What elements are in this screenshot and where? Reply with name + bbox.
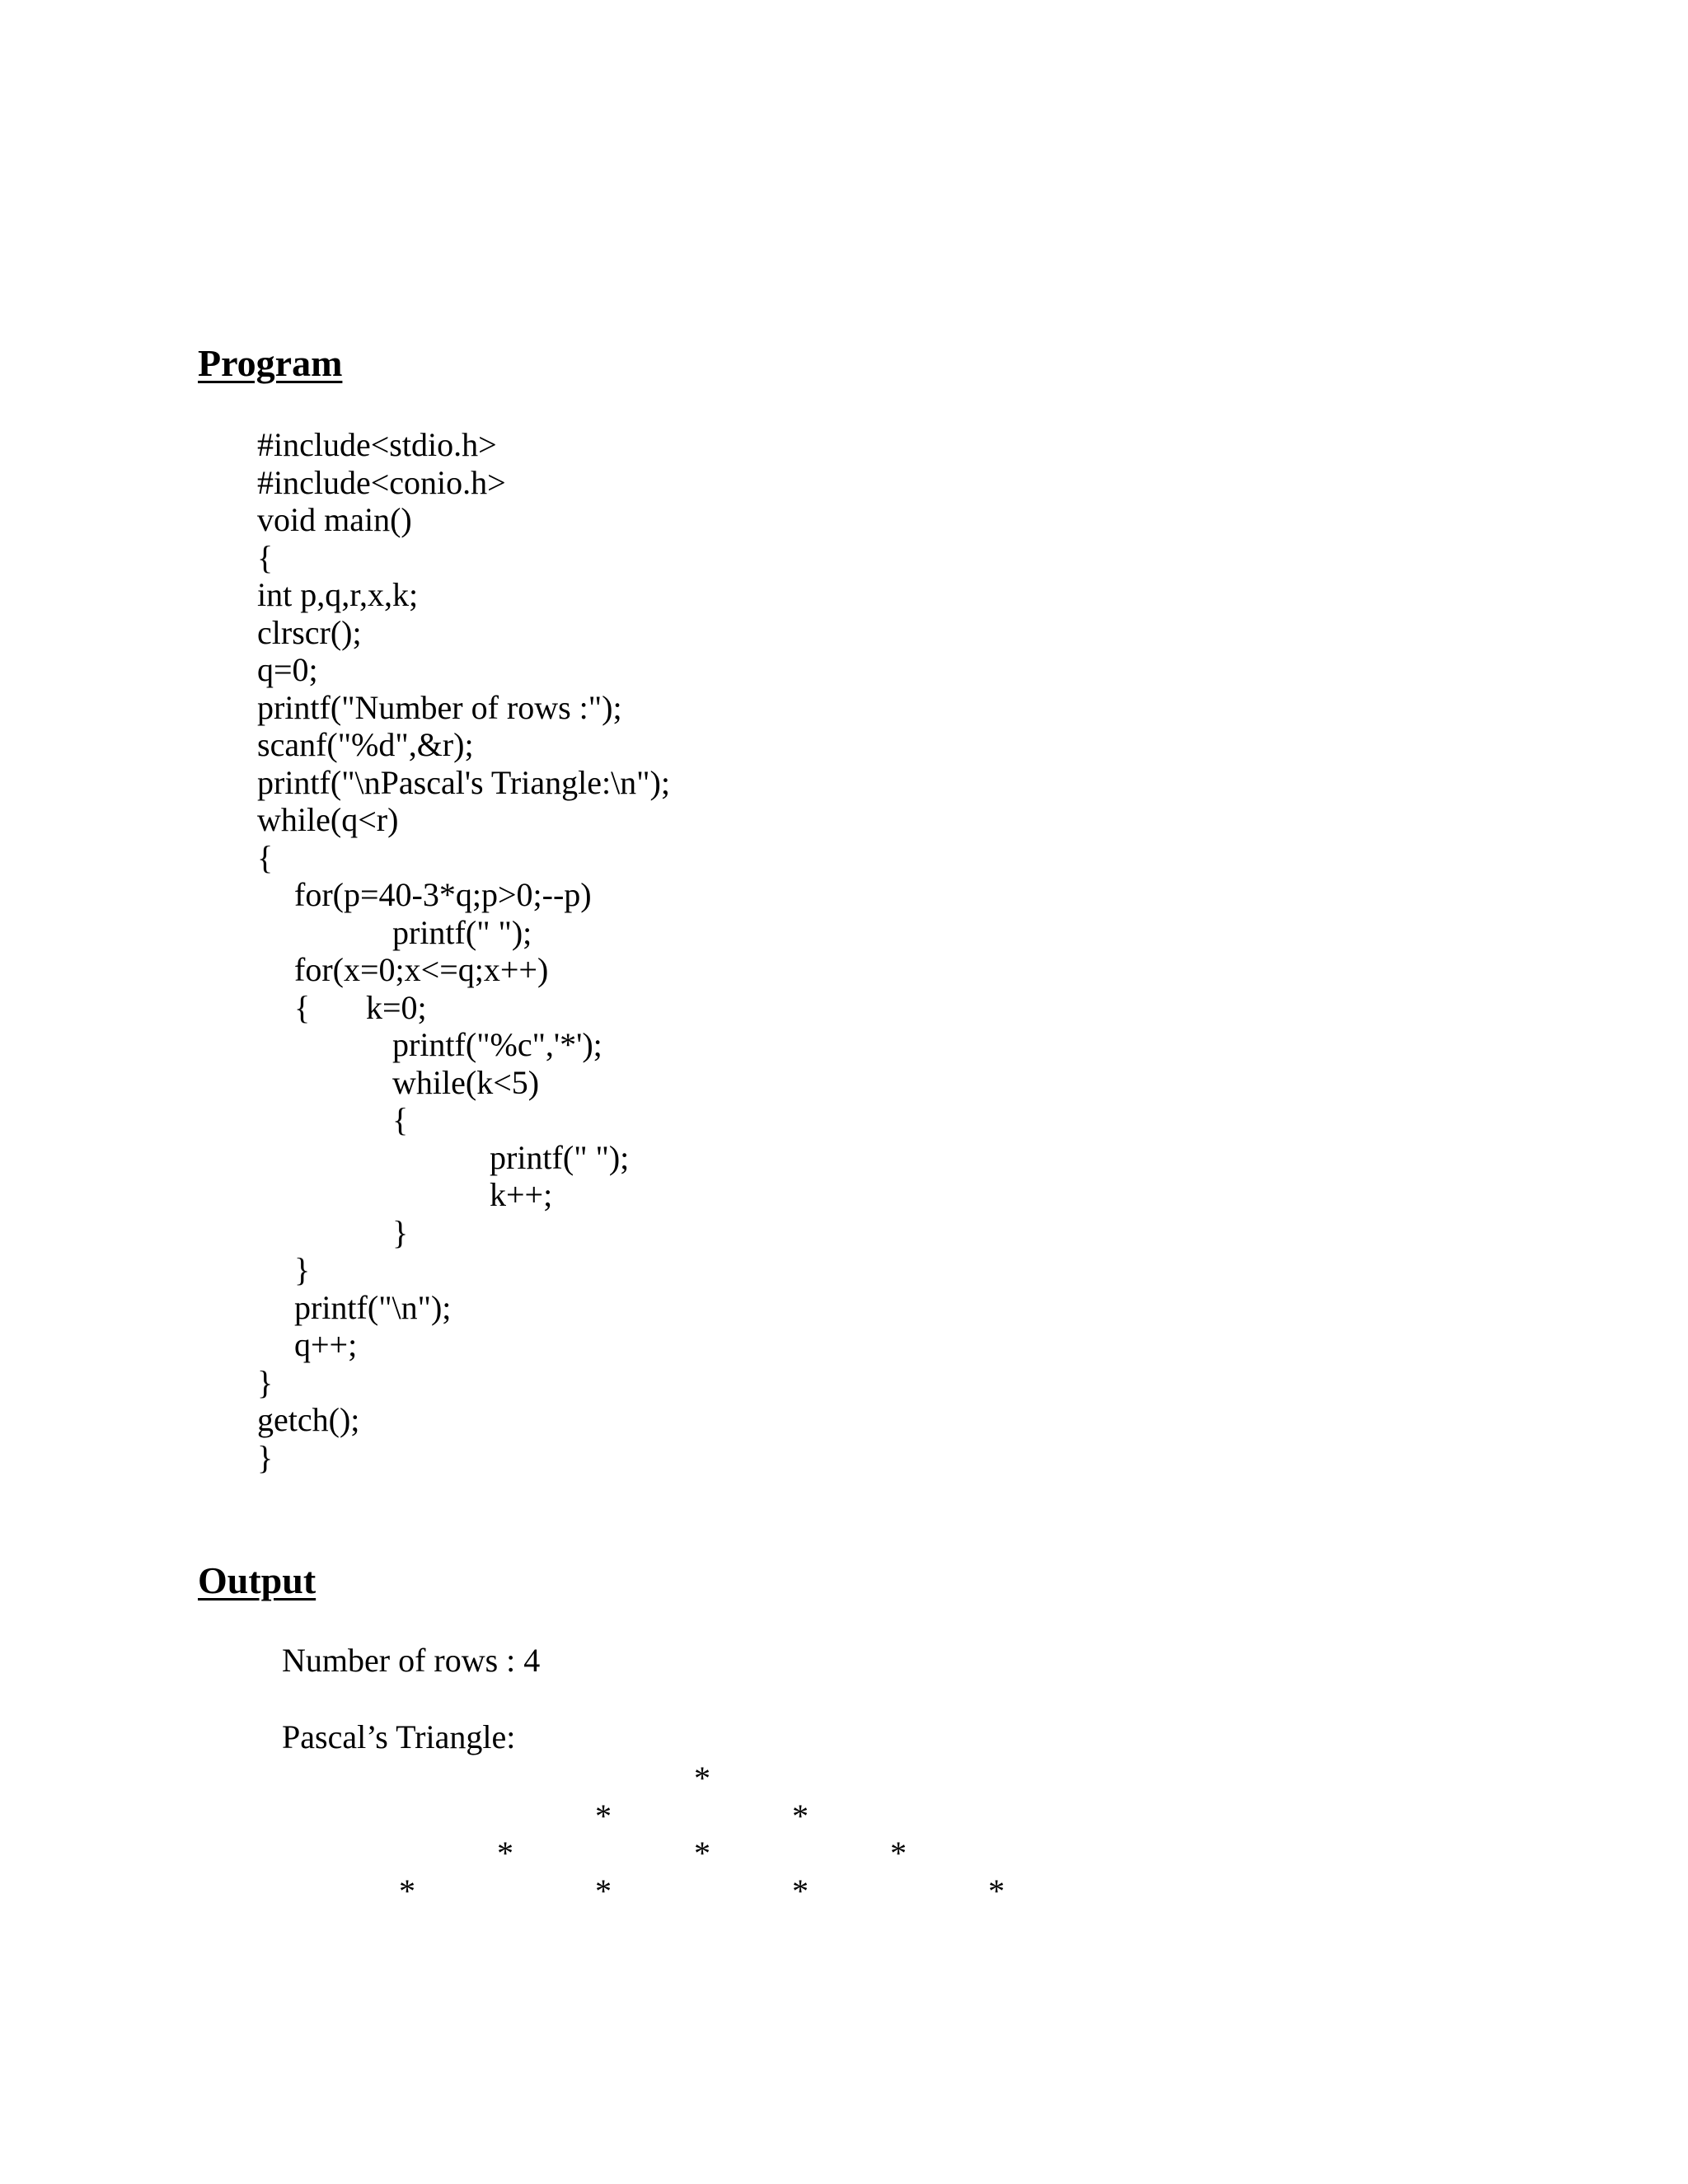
code-line: while(q<r) bbox=[257, 801, 399, 838]
code-line: for(p=40-3*q;p>0;--p) bbox=[294, 876, 592, 913]
code-line: while(k<5) bbox=[392, 1064, 540, 1101]
code-line: printf(" "); bbox=[392, 914, 532, 951]
triangle-star: * bbox=[694, 1760, 710, 1797]
code-line: printf("Number of rows :"); bbox=[257, 689, 622, 726]
code-line: #include<stdio.h> bbox=[257, 426, 497, 463]
code-line: k++; bbox=[490, 1176, 553, 1213]
code-line: printf("%c",'*'); bbox=[392, 1026, 603, 1063]
triangle-star: * bbox=[497, 1835, 513, 1872]
triangle-star: * bbox=[988, 1872, 1005, 1910]
code-line: } bbox=[392, 1214, 409, 1251]
code-line: printf("\nPascal's Triangle:\n"); bbox=[257, 764, 670, 801]
code-line: clrscr(); bbox=[257, 614, 362, 651]
code-line: } bbox=[257, 1439, 274, 1476]
code-line: q=0; bbox=[257, 651, 318, 688]
code-line: { bbox=[392, 1101, 409, 1138]
triangle-star: * bbox=[399, 1872, 415, 1910]
triangle-star: * bbox=[890, 1835, 907, 1872]
output-rows-line: Number of rows : 4 bbox=[282, 1642, 541, 1679]
code-line: void main() bbox=[257, 501, 412, 538]
code-line: #include<conio.h> bbox=[257, 464, 506, 501]
code-line: k=0; bbox=[366, 989, 427, 1026]
code-line: getch(); bbox=[257, 1401, 360, 1438]
triangle-star: * bbox=[595, 1797, 612, 1835]
code-line: scanf("%d",&r); bbox=[257, 726, 474, 763]
output-triangle-label: Pascal’s Triangle: bbox=[282, 1718, 516, 1755]
code-line: } bbox=[257, 1364, 274, 1401]
code-line: printf(" "); bbox=[490, 1139, 630, 1176]
code-line: for(x=0;x<=q;x++) bbox=[294, 951, 549, 988]
code-line: { bbox=[257, 539, 274, 576]
triangle-star: * bbox=[694, 1835, 710, 1872]
output-heading: Output bbox=[198, 1559, 316, 1601]
triangle-star: * bbox=[595, 1872, 612, 1910]
program-heading: Program bbox=[198, 342, 343, 384]
code-line: { bbox=[294, 989, 311, 1026]
triangle-star: * bbox=[792, 1872, 809, 1910]
triangle-star: * bbox=[792, 1797, 809, 1835]
code-line: printf("\n"); bbox=[294, 1289, 452, 1326]
code-line: } bbox=[294, 1251, 311, 1288]
code-line: { bbox=[257, 839, 274, 876]
code-line: int p,q,r,x,k; bbox=[257, 576, 419, 613]
code-line: q++; bbox=[294, 1326, 358, 1363]
